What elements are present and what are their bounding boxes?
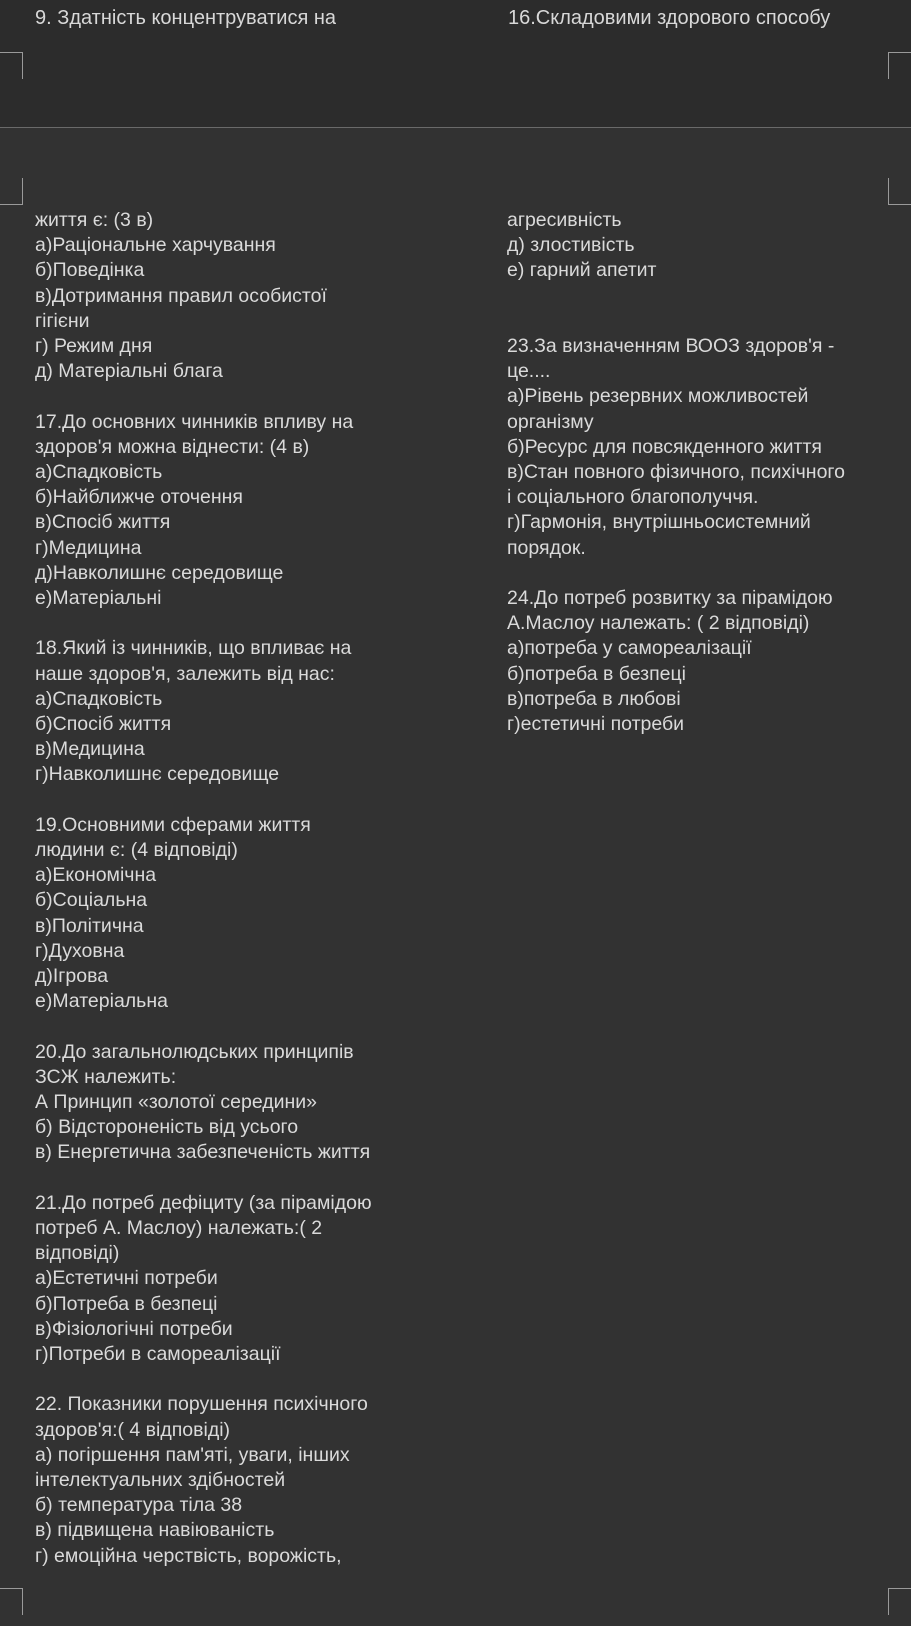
text-line: а)Рівень резервних можливостей [507,385,809,408]
header-right-text: 16.Складовими здорового способу [508,7,831,29]
text-line: г)Навколишнє середовище [35,763,280,786]
text-line: г)естетичні потреби [507,713,685,736]
text-line: організму [507,410,594,433]
text-line: б) температура тіла 38 [35,1494,243,1517]
text-line: д)Ігрова [35,965,109,988]
text-line: здоров'я:( 4 відповіді) [35,1418,231,1441]
blank-line [35,384,372,409]
header-left-text: 9. Здатність концентруватися на [35,7,337,29]
crop-corner-bottom-right-icon [888,178,911,205]
text-line: відповіді) [35,1242,120,1265]
text-line: порядок. [507,536,586,559]
text-line: а) погіршення пам'яті, уваги, інших [35,1443,350,1466]
text-line: інтелектуальних здібностей [35,1469,286,1492]
text-line: в)Політична [35,914,144,937]
text-line: здоров'я можна віднести: (4 в) [35,435,310,458]
text-line: г) емоційна черствість, ворожість, [35,1544,342,1567]
text-line: е)Матеріальна [35,990,168,1013]
text-line: А Принцип «золотої середини» [35,1091,318,1114]
page-divider [0,127,911,128]
blank-line [35,1014,372,1039]
text-line: в)потреба в любові [507,687,681,710]
text-line: це.... [507,360,551,383]
text-line: 20.До загальнолюдських принципів [35,1040,354,1063]
right-column-text [507,208,845,737]
crop-corner-top-left-icon [0,52,23,79]
text-line: б) Відстороненість від усього [35,1116,299,1139]
text-line: е) гарний апетит [507,259,657,282]
text-line: б)Найближче оточення [35,486,243,509]
text-line: в)Спосіб життя [35,511,171,534]
text-line: 17.До основних чинників впливу на [35,410,354,433]
text-line: г)Духовна [35,939,125,962]
text-line: людини є: (4 відповіді) [35,839,238,862]
text-line: в)Стан повного фізичного, психічного [507,461,845,483]
text-line: б)Потреба в безпеці [35,1292,218,1315]
text-line: в) Енергетична забезпеченість життя [35,1141,371,1164]
text-line: гігієни [35,309,90,332]
crop-corner-bottom-left-icon [0,178,23,205]
text-line: в)Медицина [35,738,145,761]
text-line: агресивність [507,209,622,231]
text-line: 22. Показники порушення психічного [35,1393,368,1416]
text-line: 18.Який із чинників, що впливає на [35,637,352,660]
text-line: г)Потреби в самореалізації [35,1343,281,1366]
text-line: б)Соціальна [35,889,148,912]
text-line: г)Гармонія, внутрішньосистемний [507,511,811,534]
text-line: а)Естетичні потреби [35,1267,218,1290]
text-line: а)Спадковість [35,687,163,710]
text-line: а)Раціональне харчування [35,234,276,257]
blank-line [507,309,845,334]
crop-corner-page-bottom-right-icon [888,1588,911,1615]
text-line: ЗСЖ належить: [35,1065,177,1088]
text-line: 19.Основними сферами життя [35,813,311,836]
text-line: в) підвищена навіюваність [35,1519,275,1542]
text-line: 24.До потреб розвитку за пірамідою [507,587,833,609]
text-line: потреб А. Маслоу) належать:( 2 [35,1217,323,1240]
text-line: б)Поведінка [35,259,145,282]
text-line: б)Ресурс для повсякденного життя [507,435,822,458]
text-line: життя є: (3 в) [35,209,154,231]
text-line: а)потреба у самореалізації [507,637,752,660]
text-line: а)Економічна [35,864,157,887]
text-line: а)Спадковість [35,461,163,484]
text-line: д) Матеріальні блага [35,360,223,383]
text-line: г)Медицина [35,536,142,559]
text-line: в)Фізіологічні потреби [35,1317,233,1340]
crop-corner-top-right-icon [888,52,911,79]
text-line: е)Матеріальні [35,587,162,610]
left-column-text [35,208,372,1569]
text-line: г) Режим дня [35,335,153,358]
text-line: б)потреба в безпеці [507,662,687,685]
blank-line [507,284,845,309]
crop-corner-page-bottom-left-icon [0,1588,23,1615]
text-line: д) злостивість [507,234,635,257]
text-line: 23.За визначенням ВООЗ здоров'я - [507,334,835,357]
blank-line [35,788,372,813]
text-line: д)Навколишнє середовище [35,561,284,584]
blank-line [35,1166,372,1191]
text-line: в)Дотримання правил особистої [35,284,327,307]
blank-line [35,1367,372,1392]
text-line: наше здоров'я, залежить від нас: [35,662,335,685]
text-line: і соціального благополуччя. [507,486,759,509]
text-line: А.Маслоу належать: ( 2 відповіді) [507,612,810,635]
blank-line [35,611,372,636]
blank-line [507,561,845,586]
text-line: 21.До потреб дефіциту (за пірамідою [35,1191,372,1214]
text-line: б)Спосіб життя [35,713,172,736]
